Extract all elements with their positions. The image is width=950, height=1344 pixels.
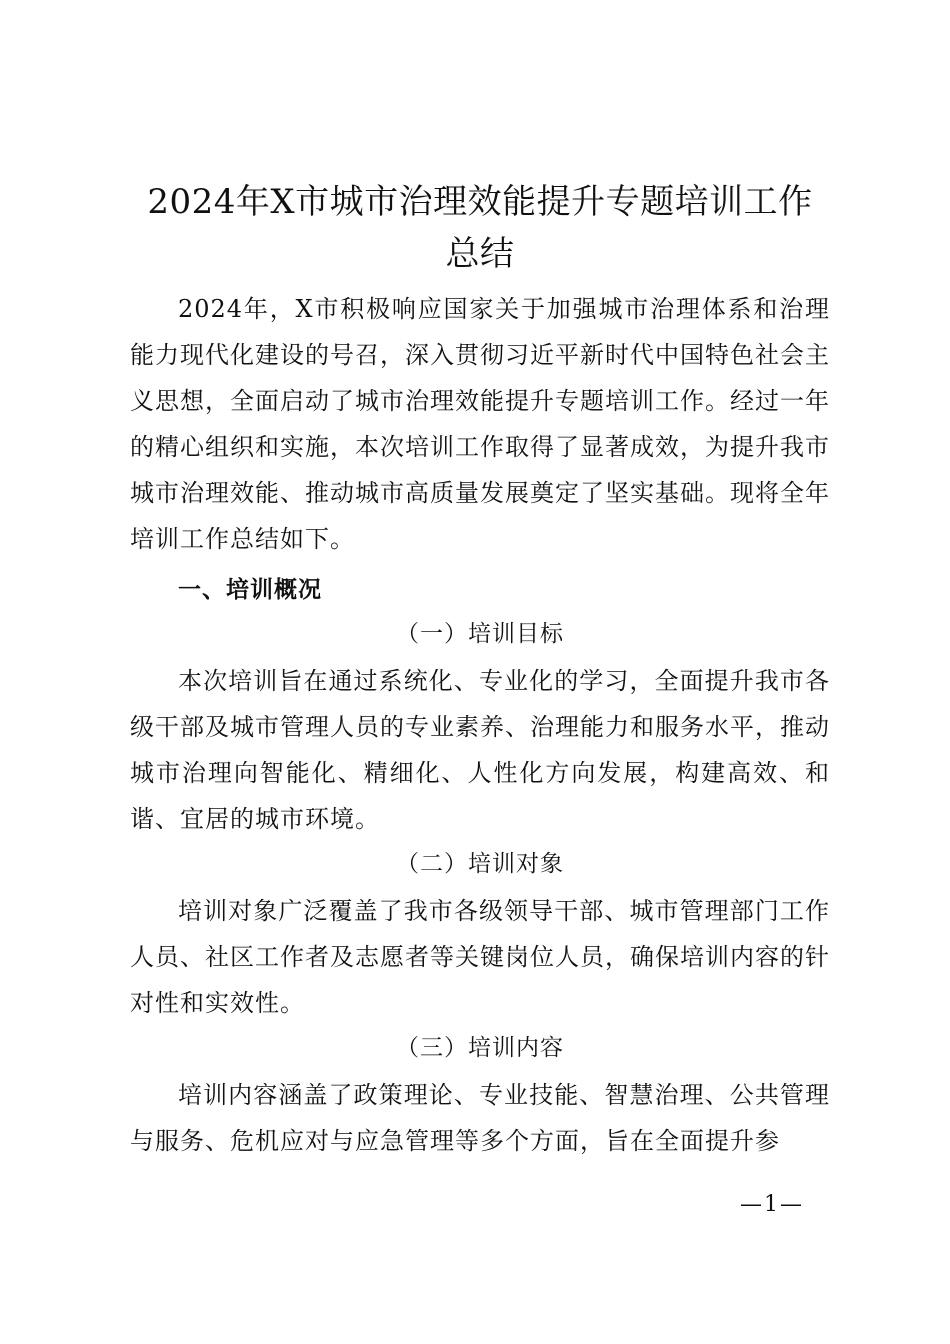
page-number: —1—: [740, 1192, 804, 1217]
title-line-2: 总结: [445, 234, 515, 274]
content-paragraph: 培训内容涵盖了政策理论、专业技能、智慧治理、公共管理与服务、危机应对与应急管理等多个方面，旨在全面提升参: [130, 1081, 830, 1155]
subheading-content: （三）培训内容: [396, 1035, 564, 1061]
document-title: [130, 176, 830, 280]
subheading-goals: （一）培训目标: [396, 621, 564, 647]
section-heading-overview: 一、培训概况: [178, 577, 322, 603]
goals-paragraph: 本次培训旨在通过系统化、专业化的学习，全面提升我市各级干部及城市管理人员的专业素养、治理能力和服务水平，推动城市治理向智能化、精细化、人性化方向发展，构建高效、和谐、宜居的城市环境。: [130, 667, 830, 833]
audience-paragraph: 培训对象广泛覆盖了我市各级领导干部、城市管理部门工作人员、社区工作者及志愿者等关键岗位人员，确保培训内容的针对性和实效性。: [130, 897, 830, 1017]
document-body: [130, 176, 830, 1164]
title-line-1: 2024年X市城市治理效能提升专题培训工作: [147, 182, 813, 222]
subheading-audience: （二）培训对象: [396, 851, 564, 877]
intro-paragraph: 2024年，X市积极响应国家关于加强城市治理体系和治理能力现代化建设的号召，深入贯彻习近平新时代中国特色社会主义思想，全面启动了城市治理效能提升专题培训工作。经过一年的精心组织和实施，本次培训工作取得了显著成效，为提升我市城市治理效能、推动城市高质量发展奠定了坚实基础。现将全年培训工作总结如下。: [130, 295, 830, 553]
